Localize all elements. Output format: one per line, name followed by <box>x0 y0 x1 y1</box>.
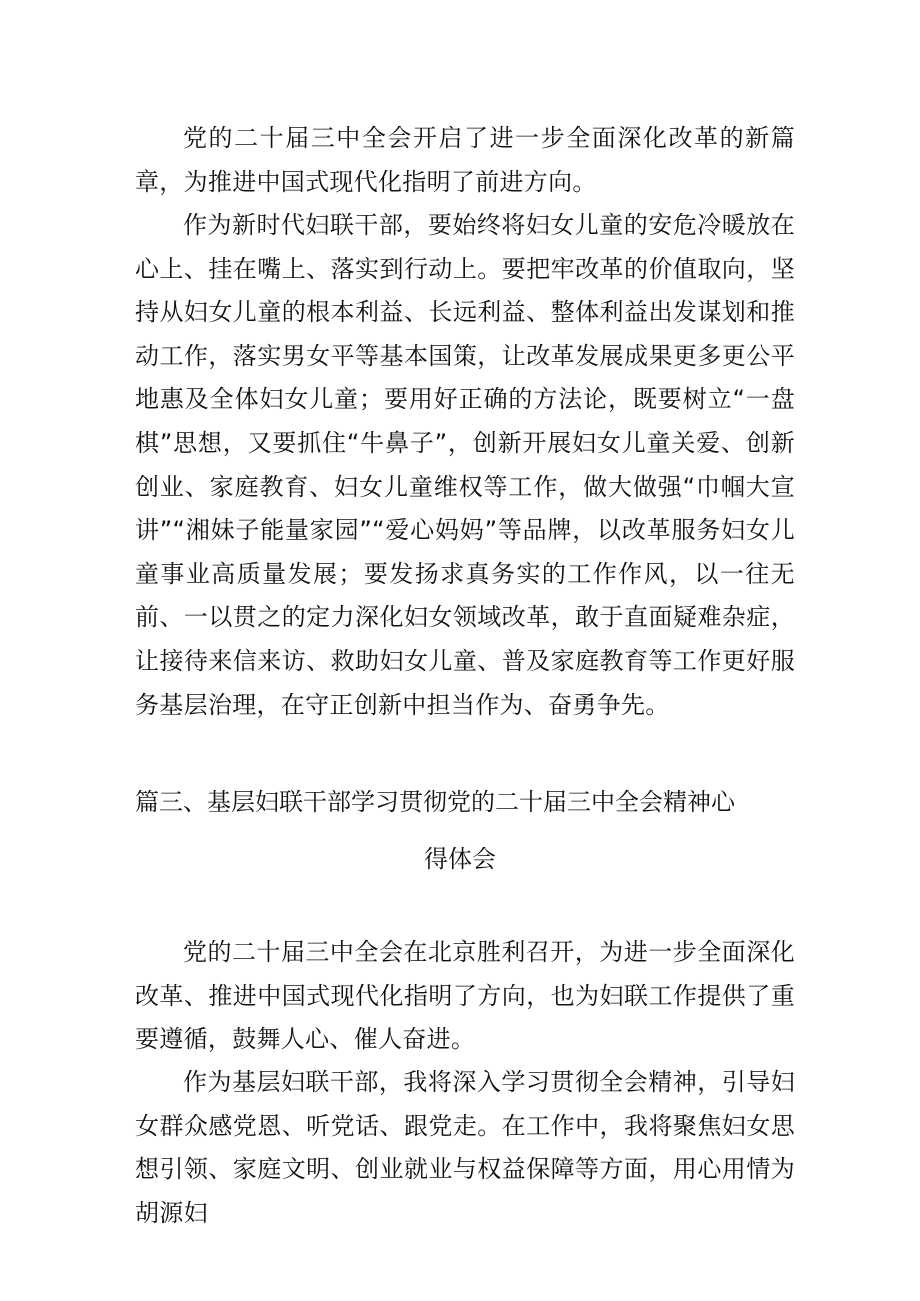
section-heading-line-2: 得体会 <box>424 845 496 873</box>
paragraph-intro: 党的二十届三中全会开启了进一步全面深化改革的新篇章，为推进中国式现代化指明了前进方向。 <box>135 124 795 196</box>
section-heading-line-1: 篇三、基层妇联干部学习贯彻党的二十届三中全会精神心 <box>135 788 735 816</box>
paragraph-body: 作为新时代妇联干部，要始终将妇女儿童的安危冷暖放在心上、挂在嘴上、落实到行动上。要把牢改革的价值取向，坚持从妇女儿童的根本利益、长远利益、整体利益出发谋划和推动工作，落实男女平等基本国策，让改革发展成果更多更公平地惠及全体妇女儿童；要用好正确的方法论，既要树立“一盘棋”思想，又要抓住“牛鼻子”，创新开展妇女儿童关爱、创新创业、家庭教育、妇女儿童维权等工作，做大做强“巾帼大宣讲”“湘妹子能量家园”“爱心妈妈”等品牌，以改革服务妇女儿童事业高质量发展；要发扬求真务实的工作作风，以一往无前、一以贯之的定力深化妇女领域改革，敢于直面疑难杂症，让接待来信来访、救助妇女儿童、普及家庭教育等工作更好服务基层治理，在守正创新中担当作为、奋勇争先。 <box>135 211 796 719</box>
paragraph-section-intro: 党的二十届三中全会在北京胜利召开，为进一步全面深化改革、推进中国式现代化指明了方向，也为妇联工作提供了重要遵循，鼓舞人心、催人奋进。 <box>135 938 795 1054</box>
paragraph-section-body: 作为基层妇联干部，我将深入学习贯彻全会精神，引导妇女群众感党恩、听党话、跟党走。在工作中，我将聚焦妇女思想引领、家庭文明、创业就业与权益保障等方面，用心用情为胡源妇 <box>135 1068 795 1227</box>
